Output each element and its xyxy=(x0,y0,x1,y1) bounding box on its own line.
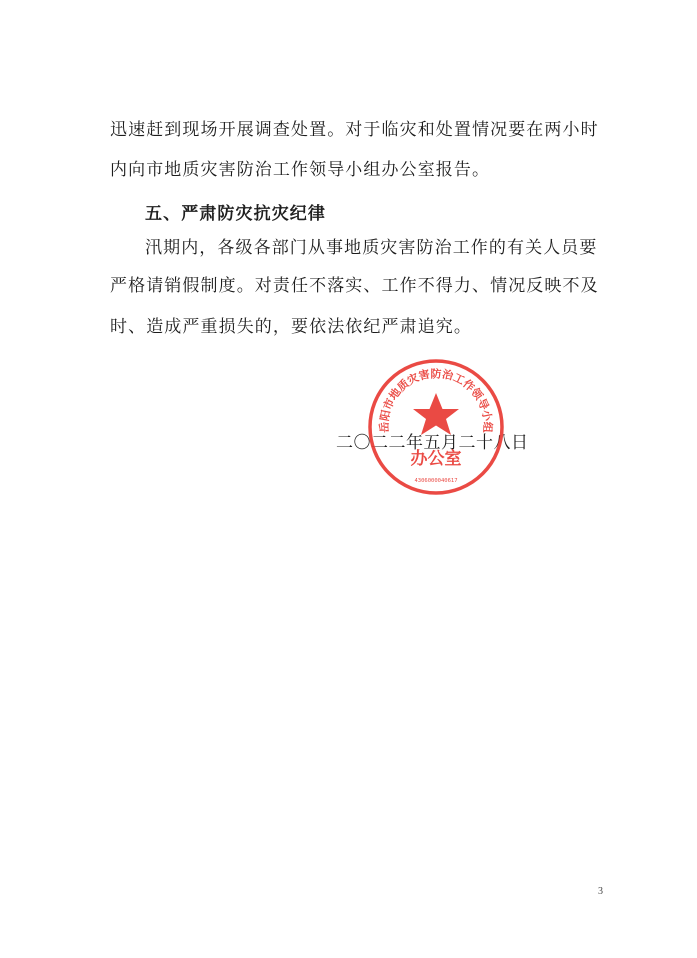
seal-center-text: 办公室 xyxy=(410,449,462,469)
section-line-2: 严格请销假制度。对责任不落实、工作不得力、情况反映不及 xyxy=(110,276,599,296)
seal-code-text: 4306000040617 xyxy=(414,478,458,484)
paragraph-line-1: 迅速赶到现场开展调查处置。对于临灾和处置情况要在两小时 xyxy=(110,120,599,140)
document-date: 二〇二二年五月二十八日 xyxy=(336,433,529,453)
paragraph-line-2: 内向市地质灾害防治工作领导小组办公室报告。 xyxy=(110,160,491,180)
official-seal xyxy=(366,357,506,497)
section-line-1: 汛期内，各级各部门从事地质灾害防治工作的有关人员要 xyxy=(145,238,598,258)
page-number: 3 xyxy=(598,886,603,897)
seal-star-icon xyxy=(413,393,459,435)
seal-ring-text: 岳阳市地质灾害防治工作领导小组 xyxy=(377,367,495,434)
section-line-3: 时、造成严重损失的，要依法依纪严肃追究。 xyxy=(110,317,472,337)
section-heading: 五、严肃防灾抗灾纪律 xyxy=(145,204,326,224)
